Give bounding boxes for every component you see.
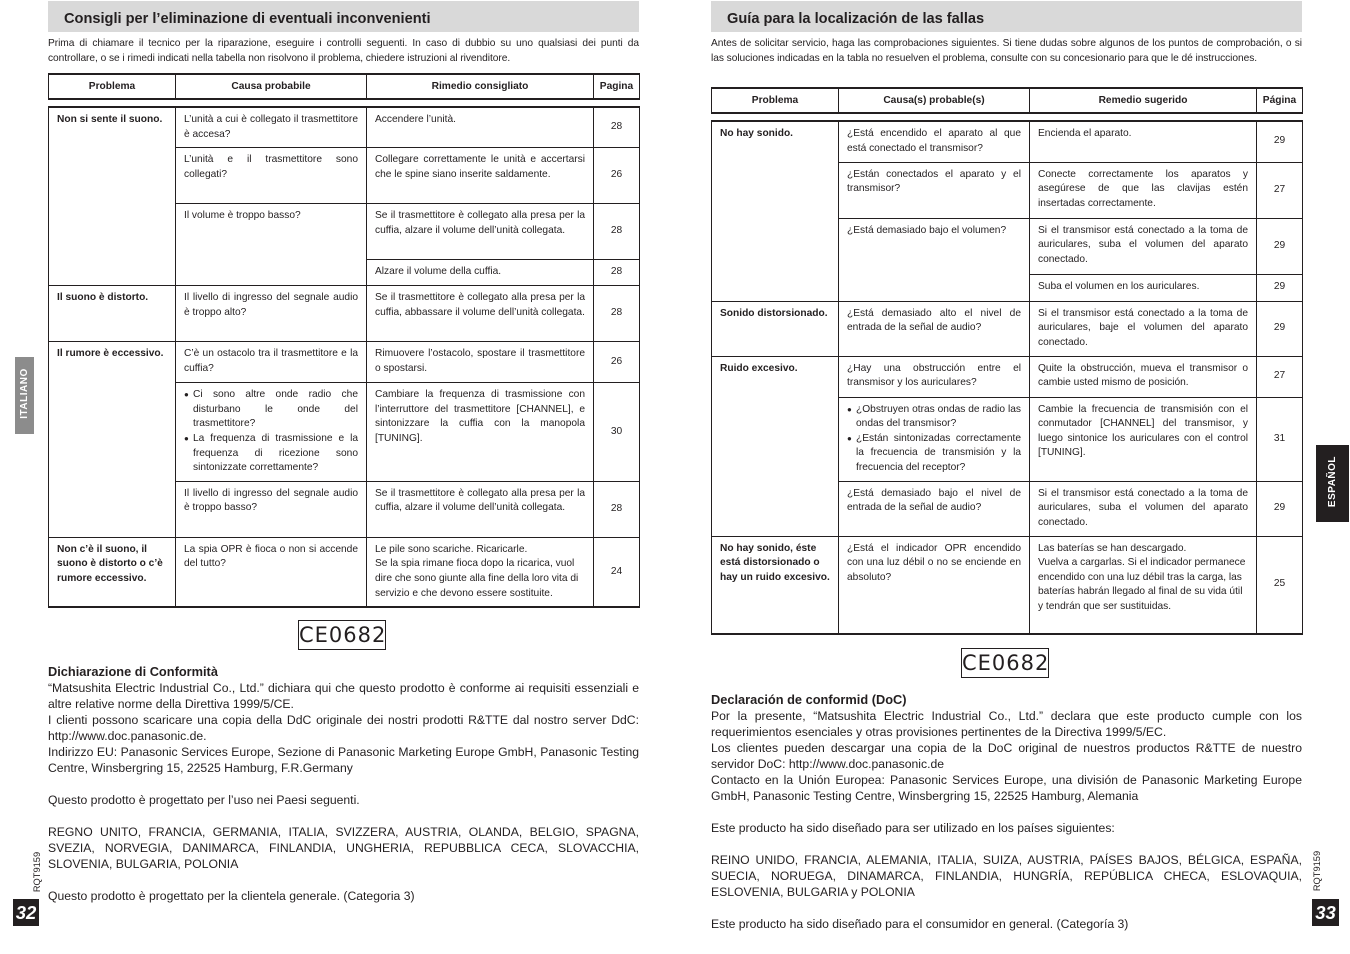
- remedy-cell: Se il trasmettitore è collegato alla presa per la cuffia, abbassare il volume dell’unità collegata.: [367, 286, 594, 342]
- cause-cell: ¿Está demasiado alto el nivel de entrada de la señal de audio?: [839, 301, 1030, 356]
- doc-title: Dichiarazione di Conformità: [48, 664, 218, 680]
- page-cell: 28: [594, 260, 640, 286]
- language-tab-label: ESPAÑOL: [1327, 455, 1338, 508]
- remedy-cell: Collegare correttamente le unità e accertarsi che le spine siano inserite saldamente.: [367, 148, 594, 204]
- ce-mark: CE0682: [298, 620, 386, 650]
- problem-cell: No hay sonido, éste está distorsionado o hay un ruido excesivo.: [712, 536, 839, 634]
- ce-mark: CE0682: [961, 648, 1049, 678]
- remedy-cell: Quite la obstrucción, mueva el transmisor o cambie usted mismo de posición.: [1030, 356, 1257, 397]
- doc-paragraph: REGNO UNITO, FRANCIA, GERMANIA, ITALIA, SVIZZERA, AUSTRIA, OLANDA, BELGIO, SPAGNA, SVEZIA, NORVEGIA, DANIMARCA, FINLANDIA, UNGHERIA, REPUBBLICA CECA, SLOVACCHIA, SLOVENIA, BULGARIA, POLONIA: [48, 825, 639, 872]
- bullet-item: ● Ci sono altre onde radio che disturbano le onde del trasmettitore?: [184, 388, 358, 432]
- model-code: RQT9159: [32, 851, 43, 893]
- remedy-cell: Se il trasmettitore è collegato alla presa per la cuffia, alzare il volume dell’unità collegata.: [367, 481, 594, 537]
- remedy-cell: Rimuovere l’ostacolo, spostare il trasmettitore o spostarsi.: [367, 342, 594, 383]
- problem-cell: Ruido excesivo.: [712, 356, 839, 536]
- cause-cell: L’unità a cui è collegato il trasmettitore è accesa?: [176, 107, 367, 148]
- remedy-line: Se la spia rimane fioca dopo la ricarica, vuol dire che sono giunte alla fine della loro vita di servizio e che devono essere sostituite.: [375, 558, 579, 599]
- table-row: [49, 342, 640, 383]
- doc-title: Declaración de conformid (DoC): [711, 692, 907, 707]
- table-row: [49, 537, 640, 607]
- page-cell: 31: [1257, 397, 1303, 481]
- remedy-line: Las baterías se han descargado.: [1038, 542, 1187, 554]
- bullet-item: ● La frequenza di trasmissione e la frequenza di ricezione sono sintonizzate correttamente?: [184, 432, 358, 476]
- cause-cell: ¿Están conectados el aparato y el transmisor?: [839, 162, 1030, 218]
- remedy-cell: Cambie la frecuencia de transmisión con el conmutador [CHANNEL] del transmisor, y luego sintonice los auriculares con el control [TUNING].: [1030, 397, 1257, 481]
- troubleshooting-table: [711, 120, 1303, 635]
- header-problem: Problema: [712, 88, 839, 113]
- page-cell: 29: [1257, 481, 1303, 536]
- problem-cell: Non c’è il suono, il suono è distorto o c’è rumore eccessivo.: [49, 537, 176, 607]
- problem-cell: No hay sonido.: [712, 121, 839, 301]
- remedy-line: Vuelva a cargarlas. Si el indicador permanece encendido con una luz débil tras la carga, las baterías habrán llegado al final de su vida útil y tendrán que ser sustituidas.: [1038, 557, 1246, 612]
- page-cell: 30: [594, 383, 640, 482]
- cause-cell: ¿Hay una obstrucción entre el transmisor y los auriculares?: [839, 356, 1030, 397]
- remedy-cell: Se il trasmettitore è collegato alla presa per la cuffia, alzare il volume dell’unità collegata.: [367, 204, 594, 260]
- remedy-cell: Alzare il volume della cuffia.: [367, 260, 594, 286]
- cause-cell: ¿Está demasiado bajo el nivel de entrada de la señal de audio?: [839, 481, 1030, 536]
- table-header: [711, 87, 1303, 114]
- cause-bullets: [847, 403, 1021, 476]
- table-row: [712, 301, 1303, 356]
- remedy-cell: Si el transmisor está conectado a la toma de auriculares, baje el volumen del aparato conectado.: [1030, 301, 1257, 356]
- page-cell: 27: [1257, 356, 1303, 397]
- table-header: [48, 73, 640, 100]
- page-number: 32: [13, 899, 39, 926]
- troubleshooting-table: [48, 106, 640, 608]
- remedy-cell: Si el transmisor está conectado a la toma de auriculares, suba el volumen del aparato conectado.: [1030, 218, 1257, 274]
- page-italiano: [48, 0, 639, 904]
- cause-bullets: [184, 388, 358, 476]
- page-cell: 28: [594, 481, 640, 537]
- cause-cell: Il livello di ingresso del segnale audio è troppo basso?: [176, 481, 367, 537]
- remedy-cell: [367, 537, 594, 607]
- problem-cell: Sonido distorsionado.: [712, 301, 839, 356]
- cause-cell: La spia OPR è fioca o non si accende del tutto?: [176, 537, 367, 607]
- table-row: [712, 121, 1303, 162]
- problem-cell: Non si sente il suono.: [49, 107, 176, 286]
- page-cell: 29: [1257, 218, 1303, 274]
- model-code: RQT9159: [1312, 850, 1323, 892]
- header-cause: Causa probabile: [176, 74, 367, 99]
- page-cell: 29: [1257, 301, 1303, 356]
- cause-cell: L’unità e il trasmettitore sono collegati?: [176, 148, 367, 204]
- page-cell: 29: [1257, 274, 1303, 301]
- cause-cell: ¿Está el indicador OPR encendido con una luz débil o no se enciende en absoluto?: [839, 536, 1030, 634]
- doc-paragraph: Questo prodotto è progettato per la clientela generale. (Categoria 3): [48, 889, 415, 904]
- remedy-cell: Cambiare la frequenza di trasmissione con l’interruttore del trasmettitore [CHANNEL], e sintonizzare la cuffia con la manopola [TUNING].: [367, 383, 594, 482]
- bullet-item: ● ¿Están sintonizadas correctamente la frecuencia de transmisión y la frecuencia del receptor?: [847, 432, 1021, 476]
- doc-paragraph: “Matsushita Electric Industrial Co., Ltd.” dichiara qui che questo prodotto è conforme ai requisiti essenziali e altre relative norme della Direttiva 1999/5/CE.: [48, 681, 639, 712]
- cause-cell: [839, 397, 1030, 481]
- table-row: [49, 286, 640, 342]
- table-row: [712, 356, 1303, 397]
- doc-paragraph: Indirizzo EU: Panasonic Services Europe, Sezione di Panasonic Marketing Europe GmbH, Panasonic Testing Centre, Winsbergring 15, 22525 Hamburg, F.R.Germany: [48, 745, 639, 776]
- page-cell: 26: [594, 148, 640, 204]
- cause-cell: Il livello di ingresso del segnale audio è troppo alto?: [176, 286, 367, 342]
- doc-paragraph: Questo prodotto è progettato per l’uso nei Paesi seguenti.: [48, 793, 360, 808]
- intro-text: Antes de solicitar servicio, haga las comprobaciones siguientes. Si tiene dudas sobre algunos de los puntos de comprobación, o si las soluciones indicadas en la tabla no resuelven el problema, consulte con su concesionario para que le dé instrucciones.: [711, 38, 1302, 64]
- doc-paragraph: Los clientes pueden descargar una copia de la DoC original de nuestros productos R&TTE de nuestro servidor DoC: http://www.doc.panasonic.de: [711, 741, 1302, 771]
- header-remedy: Remedio sugerido: [1030, 88, 1257, 113]
- doc-paragraph: Contacto en la Unión Europea: Panasonic Services Europe, una división de Panasonic Marketing Europe GmbH, Panasonic Testing Centre, Winsbergring 15, 22525 Hamburg, Alemania: [711, 773, 1302, 803]
- intro-text: Prima di chiamare il tecnico per la riparazione, eseguire i controlli seguenti. In caso di dubbio su uno qualsiasi dei punti da controllare, o se i rimedi indicati nella tabella non risolvono il problema, chiedere istruzioni al rivenditore.: [48, 38, 639, 64]
- page-number: 33: [1312, 899, 1339, 926]
- cause-cell: C’è un ostacolo tra il trasmettitore e la cuffia?: [176, 342, 367, 383]
- doc-paragraph: Por la presente, “Matsushita Electric Industrial Co., Ltd.” declara que este producto cumple con los requerimientos esenciales y otras provisiones pertinentes de la Directiva 1999/5/EC.: [711, 709, 1302, 739]
- header-remedy: Rimedio consigliato: [367, 74, 594, 99]
- page-espanol: [711, 0, 1302, 932]
- doc-paragraph: Este producto ha sido diseñado para el consumidor en general. (Categoría 3): [711, 917, 1129, 931]
- bullet-item: ● ¿Obstruyen otras ondas de radio las ondas del transmisor?: [847, 403, 1021, 432]
- language-tab-label: ITALIANO: [19, 368, 30, 419]
- remedy-cell: Accendere l’unità.: [367, 107, 594, 148]
- problem-cell: Il rumore è eccessivo.: [49, 342, 176, 538]
- page-cell: 28: [594, 286, 640, 342]
- header-cause: Causa(s) probable(s): [839, 88, 1030, 113]
- doc-paragraph: I clienti possono scaricare una copia della DdC originale dei nostri prodotti R&TTE dal nostro server DdC: http://www.doc.panasonic.de.: [48, 713, 639, 744]
- section-title: Consigli per l’eliminazione di eventuali inconvenienti: [48, 1, 639, 32]
- remedy-cell: Si el transmisor está conectado a la toma de auriculares, suba el volumen del aparato conectado.: [1030, 481, 1257, 536]
- page-cell: 28: [594, 107, 640, 148]
- doc-paragraph: REINO UNIDO, FRANCIA, ALEMANIA, ITALIA, SUIZA, AUSTRIA, PAÍSES BAJOS, BÉLGICA, ESPAÑA, SUECIA, NORUEGA, DINAMARCA, FINLANDIA, HUNGRÍA, REPÚBLICA CHECA, ESLOVAQUIA, ESLOVENIA, BULGARIA y POLONIA: [711, 853, 1302, 899]
- page-cell: 28: [594, 204, 640, 260]
- header-page: Pagina: [594, 74, 640, 99]
- cause-cell: Il volume è troppo basso?: [176, 204, 367, 286]
- cause-cell: ¿Está demasiado bajo el volumen?: [839, 218, 1030, 301]
- remedy-cell: [1030, 536, 1257, 634]
- cause-cell: ¿Está encendido el aparato al que está conectado el transmisor?: [839, 121, 1030, 162]
- section-title: Guía para la localización de las fallas: [711, 1, 1302, 32]
- page-cell: 24: [594, 537, 640, 607]
- doc-paragraph: Este producto ha sido diseñado para ser utilizado en los países siguientes:: [711, 821, 1115, 835]
- table-row: [49, 107, 640, 148]
- page-cell: 26: [594, 342, 640, 383]
- page-cell: 29: [1257, 121, 1303, 162]
- language-tab-espanol: [1316, 445, 1349, 522]
- remedy-cell: Suba el volumen en los auriculares.: [1030, 274, 1257, 301]
- doc-body: [48, 680, 639, 904]
- remedy-line: Le pile sono scariche. Ricaricarle.: [375, 543, 528, 555]
- language-tab-italiano: [15, 357, 34, 434]
- header-page: Página: [1257, 88, 1303, 113]
- page-cell: 25: [1257, 536, 1303, 634]
- page-cell: 27: [1257, 162, 1303, 218]
- problem-cell: Il suono è distorto.: [49, 286, 176, 342]
- remedy-cell: Conecte correctamente los aparatos y asegúrese de que las clavijas estén insertadas correctamente.: [1030, 162, 1257, 218]
- remedy-cell: Encienda el aparato.: [1030, 121, 1257, 162]
- doc-body: [711, 708, 1302, 932]
- table-row: [712, 536, 1303, 634]
- cause-cell: [176, 383, 367, 482]
- header-problem: Problema: [49, 74, 176, 99]
